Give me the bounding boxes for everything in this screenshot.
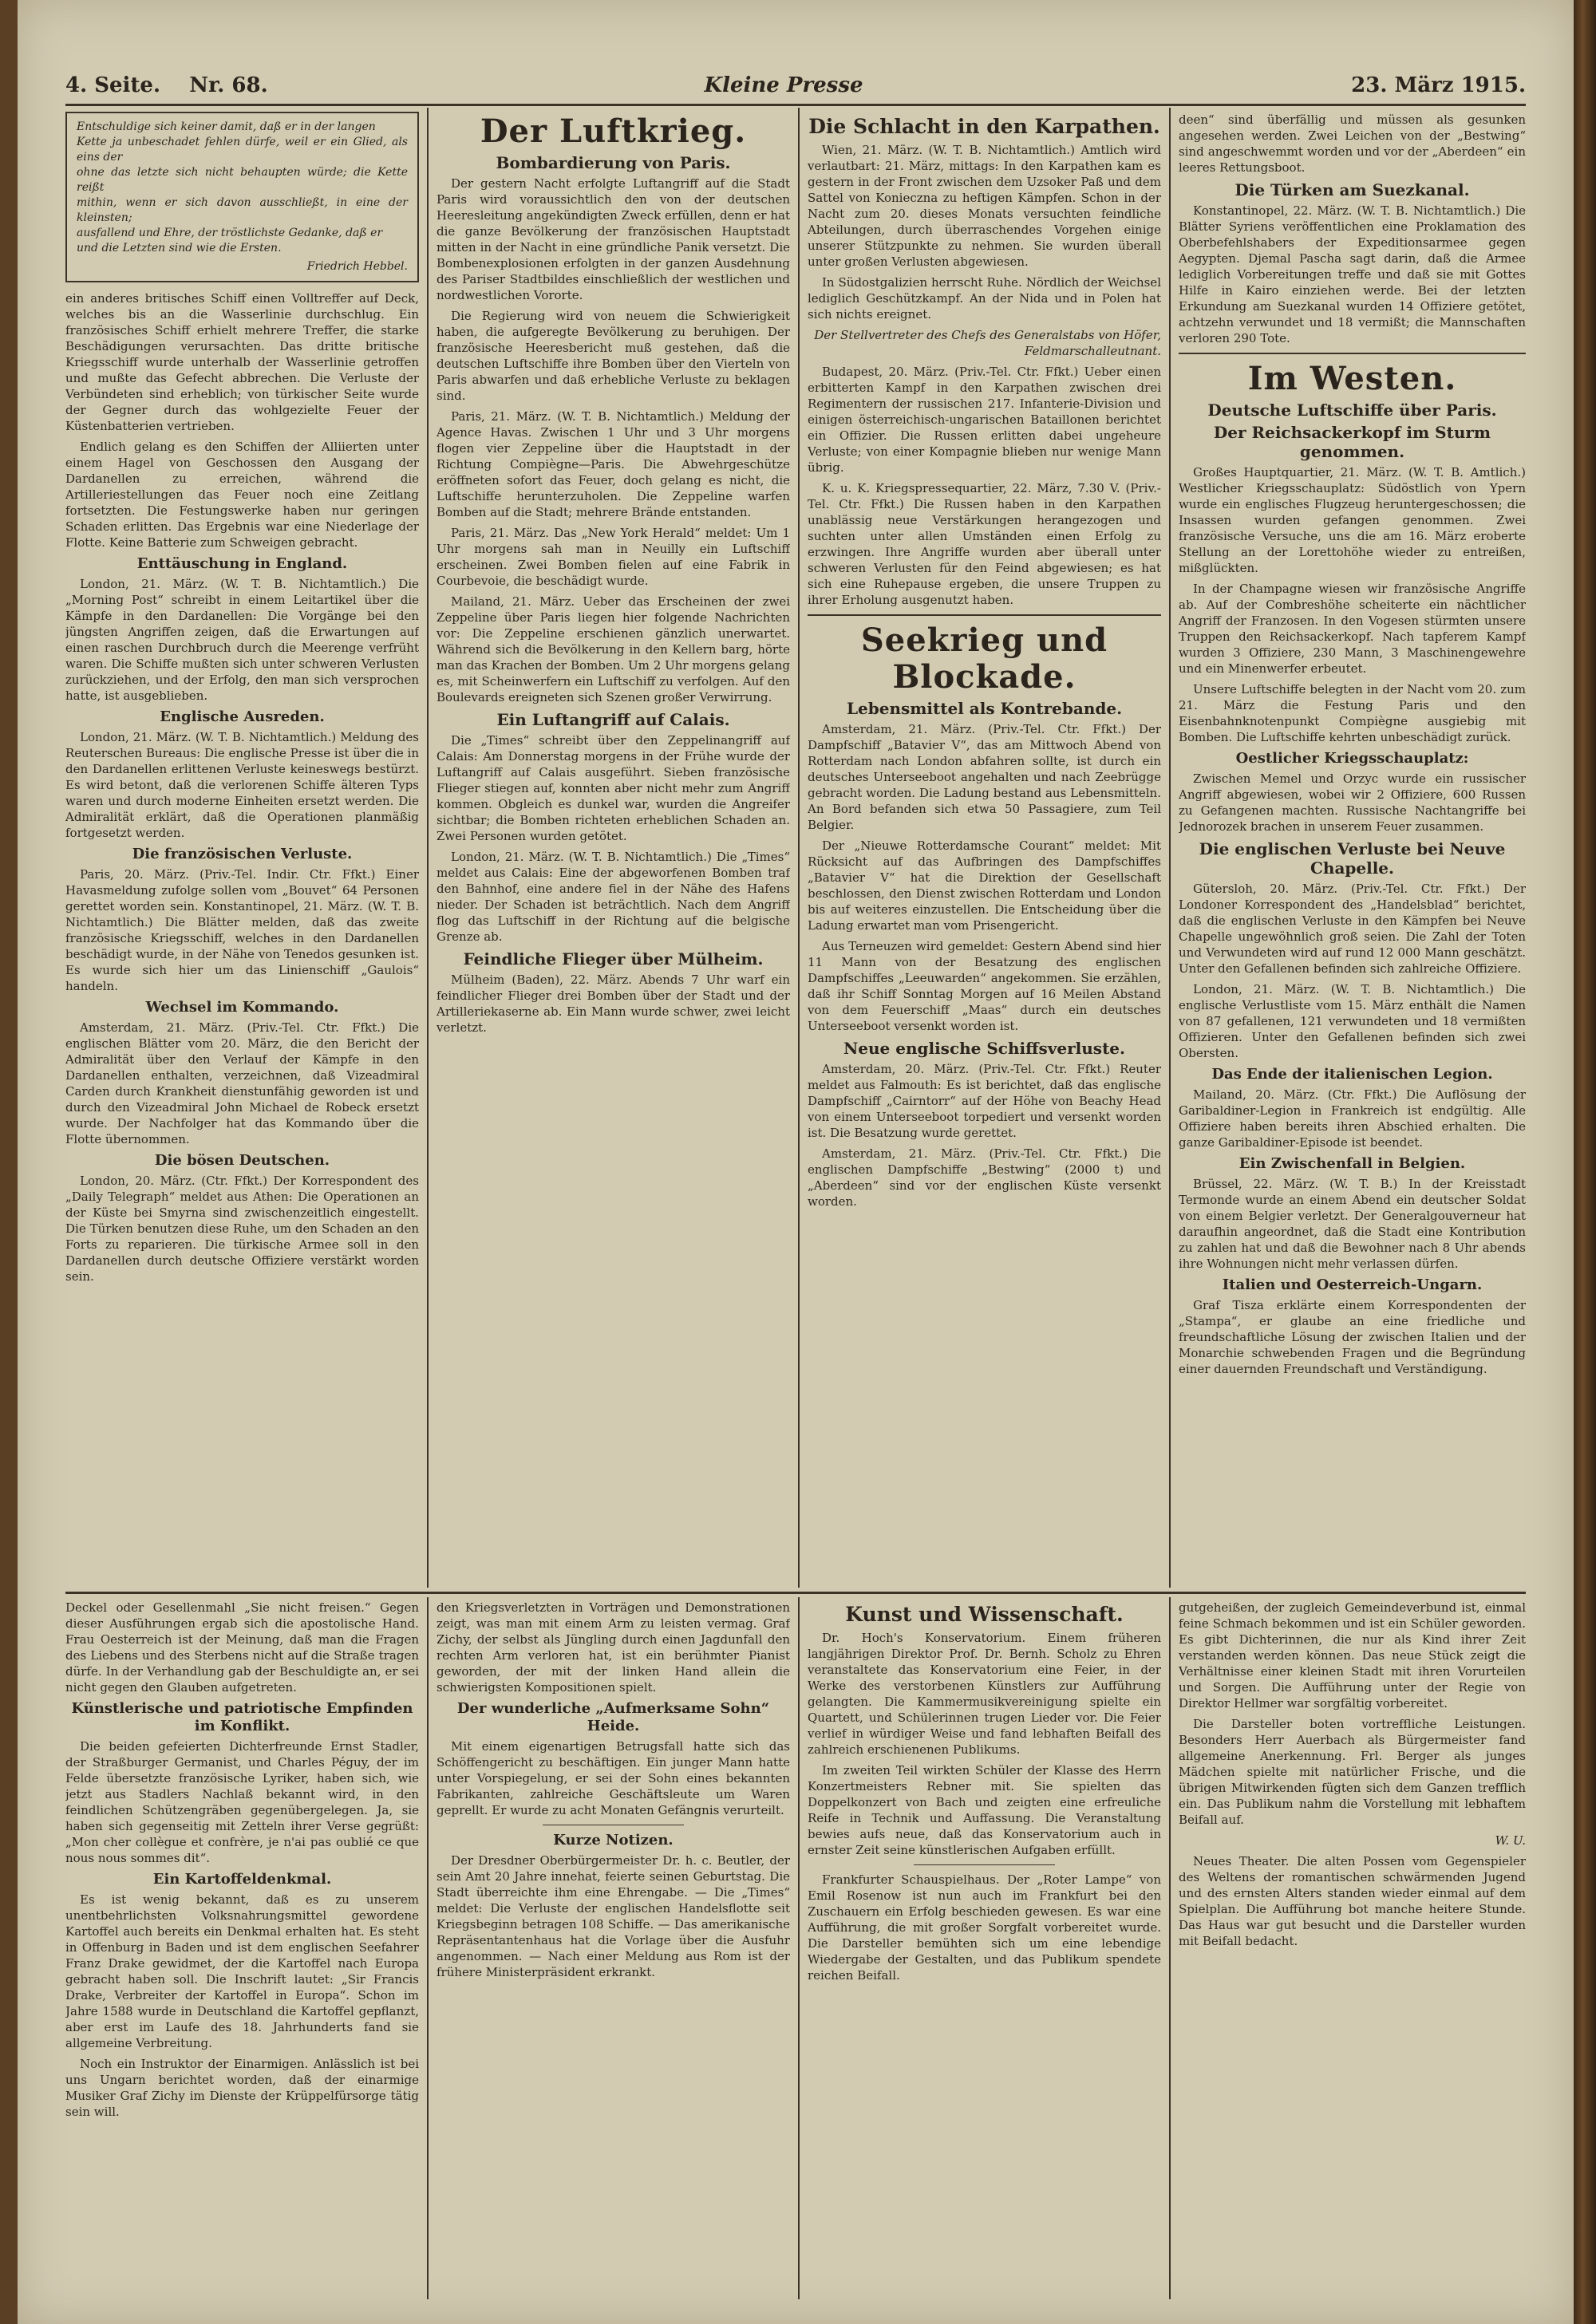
article-paragraph: Konstantinopel, 22. März. (W. T. B. Nichtamtlich.) Die Blätter Syriens veröffentlichen eine Proklamation des Oberbefehlshabers der Expeditionsarmee gegen Aegypten. Djemal Pascha sagt darin, daß die Armee lediglich Vorbereitungen treffe und daß sie mit Gottes Hilfe in Kairo einziehen werde. Bei der letzten Erkundung am Suezkanal wurden 14 Offiziere getötet, achtzehn verwundet und 18 vermißt; die Mannschaften verloren 290 Tote. [1179,203,1526,345]
article-paragraph: Großes Hauptquartier, 21. März. (W. T. B. Amtlich.) Westlicher Kriegsschauplatz: Südöstlich von Ypern wurde ein englisches Flugzeug heruntergeschossen; die Insassen wurden gefangen genommen. Zwei französische Versuche, uns die am 16. März eroberte Stellung an der Lorettohöhe wieder zu entreißen, mißglückten. [1179,465,1526,575]
feuilleton-column-3 [808,1600,1161,2298]
article-paragraph: Brüssel, 22. März. (W. T. B.) In der Kreisstadt Termonde wurde an einem Abend ein deutscher Soldat von einem Belgier verletzt. Der Generalgouverneur hat daraufhin angeordnet, daß die Stadt eine Kontribution zu zahlen hat und daß die Bewohner nach 8 Uhr abends ihre Wohnungen nicht mehr verlassen dürfen. [1179,1177,1526,1271]
page-number-label [65,73,268,97]
article-paragraph: Amsterdam, 20. März. (Priv.-Tel. Ctr. Ffkt.) Reuter meldet aus Falmouth: Es ist berichtet, daß das englische Dampfschiff „Cairntorr“ auf der Höhe von Beachy Head von einem Unterseeboot torpediert und versenkt worden ist. Die Besatzung wurde gerettet. [808,1062,1161,1140]
article-heading: Ein Luftangriff auf Calais. [496,710,730,729]
article-heading: Das Ende der italienischen Legion. [1211,1066,1493,1083]
article-paragraph: Paris, 21. März. Das „New York Herald“ meldet: Um 1 Uhr morgens sah man in Neuilly ein Luftschiff erscheinen. Zwei Bomben fielen auf eine Fabrik in Courbevoie, die beschädigt wurde. [437,526,790,588]
article-paragraph: Paris, 21. März. (W. T. B. Nichtamtlich.) Meldung der Agence Havas. Zwischen 1 Uhr und 3 Uhr morgens flogen vier Zeppeline über die Hauptstadt in der Richtung Compiègne—Paris. Die Abwehrgeschütze eröffneten sofort das Feuer, doch gelang es nicht, die Luftschiffe herunterzuholen. Die Zeppeline warfen Bomben auf die Stadt; mehrere Brände entstanden. [437,409,790,519]
short-separator [914,1864,1055,1865]
article-paragraph: London, 21. März. (W. T. B. Nichtamtlich.) Meldung des Reuterschen Bureaus: Die englische Presse ist über die in den Dardanellen erlittenen Verluste keineswegs bestürzt. Es wird betont, daß die verlorenen Schiffe älteren Typs waren und durch moderne Einheiten ersetzt werden. Die Admiralität erklärt, daß die Operationen planmäßig fortgesetzt werden. [65,730,419,840]
article-paragraph: Amsterdam, 21. März. (Priv.-Tel. Ctr. Ffkt.) Der Dampfschiff „Batavier V“, das am Mittwoch Abend von Rotterdam nach London abfahren sollte, ist durch ein deutsches Unterseeboot angehalten und nach Zeebrügge gebracht worden. Die Ladung bestand aus Lebensmitteln. An Bord befanden sich etwa 50 Passagiere, zum Teil Belgier. [808,722,1161,832]
article-heading: Lebensmittel als Kontrebande. [846,699,1123,718]
page-label: 4. Seite. [65,73,160,97]
article-paragraph: Noch ein Instruktor der Einarmigen. Anlässlich ist bei uns Ungarn berichtet worden, daß der einarmige Musiker Graf Zichy im Dienste der Krüppelfürsorge tätig sein will. [65,2057,419,2119]
article-paragraph: In der Champagne wiesen wir französische Angriffe ab. Auf der Combreshöhe scheiterte ein nächtlicher Angriff der Franzosen. In den Vogesen stürmten unsere Truppen den Reichsackerkopf. Nach tapferem Kampf wurden 3 Offiziere, 230 Mann, 3 Maschinengewehre und ein Minenwerfer erbeutet. [1179,582,1526,676]
poem-line: und die Letzten sind wie die Ersten. [77,242,282,254]
article-heading: Künstlerische und patriotische Empfinden im Konflikt. [71,1700,413,1734]
article-paragraph: Paris, 20. März. (Priv.-Tel. Indir. Ctr. Ffkt.) Einer Havasmeldung zufolge sollen vom „Bouvet“ 64 Personen gerettet worden sein. Konstantinopel, 21. März. (W. T. B. Nichtamtlich.) Die Blätter melden, daß das zweite französische Kriegsschiff, welches in den Dardanellen beschädigt wurde, in der Nähe von Tenedos gesunken ist. Es wurde sich hier um das Linienschiff „Gaulois“ handeln. [65,867,419,993]
feuilleton-column-1 [65,1600,419,2298]
article-paragraph: den Kriegsverletzten in Vorträgen und Demonstrationen zeigt, was man mit einem Arm zu leisten vermag. Graf Zichy, der selbst als Jüngling durch einen Jagdunfall den rechten Arm verloren hat, ist ein berühmter Pianist geworden, der mit der linken Hand allein die schwierigsten Kompositionen spielt. [437,1600,790,1695]
article-heading: Neue englische Schiffsverluste. [843,1039,1125,1058]
column-2 [437,112,790,1588]
poem-line: Entschuldige sich keiner damit, daß er in der langen [77,120,376,133]
section-title-karpathen: Die Schlacht in den Karpathen. [808,115,1160,138]
feuilleton-rule [65,1592,1526,1594]
article-paragraph: London, 21. März. (W. T. B. Nichtamtlich.) Die englische Verlustliste vom 15. März enthält die Namen von 87 gefallenen, 121 verwundeten und 18 vermißten Offizieren. Unter den Gefallenen befinden sich zwei Obersten. [1179,982,1526,1060]
article-heading: Die bösen Deutschen. [154,1152,330,1169]
feuilleton-column-2 [437,1600,790,2298]
article-paragraph: Der gestern Nacht erfolgte Luftangriff auf die Stadt Paris wird voraussichtlich den von der deutschen Heeresleitung angekündigten Zweck erfüllen, denn er hat die ganze Bevölkerung der französischen Hauptstadt mitten in der Nacht in eine gründliche Panik versetzt. Die Bombenexplosionen erfolgten in der ganzen Ausdehnung des Pariser Stadtbildes einschließlich der westlichen und nordwestlichen Vororte. [437,176,790,302]
article-paragraph: Amsterdam, 21. März. (Priv.-Tel. Ctr. Ffkt.) Die englischen Dampfschiffe „Bestwing“ (2000 t) und „Aberdeen“ sind vor der englischen Küste versenkt worden. [808,1146,1161,1209]
column-3 [808,112,1161,1588]
article-paragraph: London, 20. März. (Ctr. Ffkt.) Der Korrespondent des „Daily Telegraph“ meldet aus Athen: Die Operationen an der Küste bei Smyrna sind zwischenzeitlich eingestellt. Die Türken benutzen diese Ruhe, um den Schaden an den Forts zu reparieren. Die türkische Armee soll in den Dardanellen durch deutsche Offiziere verstärkt worden sein. [65,1174,419,1284]
article-paragraph: Wien, 21. März. (W. T. B. Nichtamtlich.) Amtlich wird verlautbart: 21. März, mittags: In den Karpathen kam es gestern in der Front zwischen dem Uzsoker Paß und dem Sattel von Konieczna zu heftigen Kämpfen. Schon in der Nacht zum 20. dieses Monats versuchten feindliche Abteilungen, durch überraschendes Vorgehen einige unserer Stützpunkte zu nehmen. Sie wurden überall unter großen Verlusten abgewiesen. [808,143,1161,269]
column-rule-2 [798,108,800,1588]
article-heading: Der wunderliche „Aufmerksame Sohn“ Heide. [456,1700,770,1734]
article-paragraph: Mailand, 21. März. Ueber das Erscheinen der zwei Zeppeline über Paris liegen hier folgende Nachrichten vor: Die Zeppeline erschienen gänzlich unerwartet. Während sich die Bevölkerung in den Kellern barg, hörte man das Krachen der Bomben. Um 2 Uhr morgens gelang es, mit Scheinwerfern ein Luftschiff zu verfolgen. Auf den Boulevards ereigneten sich Szenen großer Verwirrung. [437,594,790,704]
poem-author: Friedrich Hebbel. [306,260,408,273]
poem-line: ausfallend und Ehre, der tröstlichste Gedanke, daß er [77,227,383,239]
article-paragraph: Im zweiten Teil wirkten Schüler der Klasse des Herrn Konzertmeisters Rebner mit. Sie spielten das Doppelkonzert von Bach und zeigten eine erfreuliche Reife in Technik und Auffassung. Die Veranstaltung bewies aufs neue, daß das Konservatorium auch in ernster Zeit seine künstlerischen Aufgaben erfüllt. [808,1763,1161,1857]
article-paragraph: ein anderes britisches Schiff einen Volltreffer auf Deck, welches bis an die Wasserlinie durchschlug. Ein französisches Schiff erhielt mehrere Treffer, die starke Beschädigungen verursachten. Das dritte britische Kriegsschiff wurde unterhalb der Wasserlinie getroffen und mußte das Gefecht abbrechen. Die Verluste der Verbündeten sind erheblich; von türkischer Seite wurde der Gegner durch das wohlgezielte Feuer der Küstenbatterien vertrieben. [65,291,419,433]
column-4 [1179,112,1526,1588]
article-paragraph: Aus Terneuzen wird gemeldet: Gestern Abend sind hier 11 Mann von der Besatzung des englischen Dampfschiffes „Leeuwarden“ angekommen. Sie erzählen, daß ihr Schiff Sonntag Morgen auf 16 Meilen Abstand von dem Feuerschiff „Maas“ durch ein deutsches Unterseeboot versenkt worden ist. [808,939,1161,1033]
article-heading: Die Türken am Suezkanal. [1235,180,1470,199]
feuilleton-column-4 [1179,1600,1526,2298]
author-signature: W. U. [1495,1833,1526,1848]
issue-number: Nr. 68. [189,73,268,97]
article-paragraph: Der Dresdner Oberbürgermeister Dr. h. c. Beutler, der sein Amt 20 Jahre innehat, feierte seinen Geburtstag. Die Stadt überreichte ihm eine Ehrengabe. — Die „Times“ meldet: Die Verluste der englischen Handelsflotte seit Kriegsbeginn betragen 108 Schiffe. — Das amerikanische Repräsentantenhaus hat die Vorlage über die Ausfuhr angenommen. — Nach einer Meldung aus Rom ist der frühere Ministerpräsident erkrankt. [437,1853,790,1979]
article-heading: Deutsche Luftschiffe über Paris. [1207,400,1497,420]
section-title-westen: Im Westen. [1247,360,1457,397]
article-paragraph: Deckel oder Gesellenmahl „Sie nicht freisen.“ Gegen dieser Ausführungen ergab sich die apostolische Hand. Frau Oesterreich ist der Meinung, daß man die Fragen des Liebens und des Sterbens nicht auf die Straße tragen dürfe. In der Verhandlung gab der Beschuldigte an, er sei nicht gegen den Glauben aufgetreten. [65,1600,419,1695]
bottom-rule-2 [798,1597,800,2299]
article-heading: Ein Kartoffeldenkmal. [152,1871,332,1888]
article-heading: Wechsel im Kommando. [145,999,339,1016]
article-paragraph: Budapest, 20. März. (Priv.-Tel. Ctr. Ffkt.) Ueber einen erbitterten Kampf in den Karpathen zwischen drei Regimentern der russischen 217. Infanterie-Division und einigen österreichisch-ungarischen Bataillonen berichtet ein Offizier. Die Russen erlitten dabei ungeheure Verluste; von einer Kompagnie blieben nur wenige Mann übrig. [808,365,1161,475]
article-paragraph: Dr. Hoch's Konservatorium. Einem früheren langjährigen Direktor Prof. Dr. Bernh. Scholz zu Ehren veranstaltete das Konservatorium eine Feier, in der Werke des verstorbenen Künstlers zur Aufführung gelangten. Die Kammermusikvereinigung spielte ein Quartett, und Schülerinnen trugen Lieder vor. Die Feier verlief in würdiger Weise und fand lebhaften Beifall des zahlreich erschienenen Publikums. [808,1631,1161,1757]
article-paragraph: Mailand, 20. März. (Ctr. Ffkt.) Die Auflösung der Garibaldiner-Legion in Frankreich ist endgültig. Alle Offiziere haben bereits ihren Abschied erhalten. Die ganze Garibaldiner-Episode ist beendet. [1179,1087,1526,1150]
article-heading: Die englischen Verluste bei Neuve Chapelle. [1199,839,1506,878]
article-byline: Der Stellvertreter des Chefs des Generalstabs von Höfer, Feldmarschalleutnant. [814,328,1161,358]
article-paragraph: Mit einem eigenartigen Betrugsfall hatte sich das Schöffengericht zu beschäftigen. Ein junger Mann hatte unter Vorspiegelung, er sei der Sohn eines bekannten Fabrikanten, zahlreiche Geschäftsleute um Waren geprellt. Er wurde zu acht Monaten Gefängnis verurteilt. [437,1739,790,1817]
article-paragraph: Die Darsteller boten vortreffliche Leistungen. Besonders Herr Auerbach als Bürgermeister fand allgemeine Anerkennung. Frl. Berger als junges Mädchen spielte mit natürlicher Frische, und die übrigen Mitwirkenden fügten sich dem Ganzen trefflich ein. Das Publikum nahm die Vorstellung mit lebhaftem Beifall auf. [1179,1717,1526,1827]
article-paragraph: Es ist wenig bekannt, daß es zu unserem unentbehrlichsten Volksnahrungsmittel gewordene Kartoffel auch bereits ein Denkmal erhalten hat. Es steht in Offenburg in Baden und ist dem englischen Seefahrer Franz Drake gewidmet, der die Kartoffel nach Europa gebracht haben soll. Die Inschrift lautet: „Sir Francis Drake, Verbreiter der Kartoffel in Europa“. Schon im Jahre 1588 wurde in Deutschland die Kartoffel gepflanzt, aber erst im Laufe des 18. Jahrhunderts fand sie allgemeine Verbreitung. [65,1892,419,2050]
poem-line: Kette ja unbeschadet fehlen dürfe, weil er ein Glied, als eins der [77,136,408,164]
column-1 [65,112,419,1588]
article-paragraph: Zwischen Memel und Orzyc wurde ein russischer Angriff abgewiesen, wobei wir 2 Offiziere, 600 Russen zu Gefangenen machten. Russische Nachtangriffe bei Jednorozek brachen in unserem Feuer zusammen. [1179,771,1526,834]
article-paragraph: K. u. K. Kriegspressequartier, 22. März, 7.30 V. (Priv.-Tel. Ctr. Ffkt.) Die Russen haben in den Karpathen unablässig neue Verstärkungen herangezogen und suchten unter allen Umständen einen Erfolg zu erzwingen. Ihre Angriffe wurden aber überall unter schweren Verlusten für den Feind abgewiesen; es hat sich eine Ruhepause ergeben, die unsere Truppen zu ihrer Erholung ausgenutzt haben. [808,481,1161,607]
poem-line: mithin, wenn er sich davon ausschließt, in eine der kleinsten; [77,196,408,224]
page-header [65,67,1526,102]
article-paragraph: Graf Tisza erklärte einem Korrespondenten der „Stampa“, er glaube an eine friedliche und freundschaftliche Lösung der zwischen Italien und der Monarchie schwebenden Fragen und die Begründung einer dauernden Freundschaft und Verständigung. [1179,1298,1526,1376]
issue-date: 23. März 1915. [1351,73,1526,97]
column-rule-3 [1169,108,1171,1588]
article-heading: Feindliche Flieger über Mülheim. [463,949,764,969]
article-heading: Englische Ausreden. [160,708,325,725]
poem-box [65,112,419,282]
poem-line: ohne das letzte sich nicht behaupten würde; die Kette reißt [77,166,408,194]
article-heading: Italien und Oesterreich-Ungarn. [1222,1276,1483,1293]
article-paragraph: Unsere Luftschiffe belegten in der Nacht vom 20. zum 21. März die Festung Paris und den Eisenbahnknotenpunkt Compiègne ausgiebig mit Bomben. Die Luftschiffe kehrten unbeschädigt zurück. [1179,682,1526,744]
section-title-luftkrieg: Der Luftkrieg. [480,112,747,150]
section-title-kunst: Kunst und Wissenschaft. [845,1603,1124,1626]
newspaper-page [18,0,1574,2324]
article-paragraph: In Südostgalizien herrscht Ruhe. Nördlich der Weichsel lediglich Geschützkampf. An der Nida und in Polen hat sich nichts ereignet. [808,275,1161,322]
bottom-rule-3 [1169,1597,1171,2299]
article-heading: Bombardierung von Paris. [496,153,731,172]
article-paragraph: Die Regierung wird von neuem die Schwierigkeit haben, die aufgeregte Bevölkerung zu beruhigen. Der französische Heeresbericht muß gestehen, daß die deutschen Luftschiffe ihre Bomben über den Vierteln von Paris abwarfen und daß erhebliche Verluste zu beklagen sind. [437,309,790,403]
article-subheading: Oestlicher Kriegsschauplatz: [1235,750,1469,767]
column-rule-1 [427,108,429,1588]
article-paragraph: gutgeheißen, der zugleich Gemeindeverbund ist, einmal feine Schmach bekommen und ist ein Schüler geworden. Es gibt Dichterinnen, die nur als Kind ihrer Zeit verstanden werden können. Das neue Stück zeigt die Verhältnisse einer kleinen Stadt mit ihren Vorurteilen und Sorgen. Die Aufführung unter der Regie von Direktor Hellmer war sorgfältig vorbereitet. [1179,1600,1526,1710]
header-rule [65,104,1526,106]
article-heading: Ein Zwischenfall in Belgien. [1238,1155,1466,1172]
article-heading: Kurze Notizen. [553,1832,674,1849]
article-heading: Enttäuschung in England. [136,555,348,572]
article-paragraph: Mülheim (Baden), 22. März. Abends 7 Uhr warf ein feindlicher Flieger drei Bomben über der Stadt und der Artilleriekaserne ab. Ein Mann wurde schwer, zwei leicht verletzt. [437,973,790,1035]
section-separator [1179,353,1526,354]
article-paragraph: Die „Times“ schreibt über den Zeppelinangriff auf Calais: Am Donnerstag morgens in der Frühe wurde der Luftangriff auf Calais ausgeführt. Sieben französische Flieger stiegen auf, konnten aber nicht mehr zum Angriff kommen. Obgleich es dunkel war, wurden die Angreifer sichtbar; die Bomben richteten erheblichen Schaden an. Zwei Personen wurden getötet. [437,733,790,843]
article-paragraph: deen“ sind überfällig und müssen als gesunken angesehen werden. Zwei Leichen von der „Bestwing“ sind angeschwemmt worden und vor der „Aberdeen“ ein leeres Rettungsboot. [1179,112,1526,175]
section-separator [808,614,1161,616]
article-paragraph: Der „Nieuwe Rotterdamsche Courant“ meldet: Mit Rücksicht auf das Aufbringen des Dampfschiffes „Batavier V“ hat die Direktion der Gesellschaft beschlossen, den Dienst zwischen Rotterdam und London bis auf weiteres einzustellen. Die Entscheidung über die Ladung erwartet man vom Prisengericht. [808,838,1161,933]
article-paragraph: Gütersloh, 20. März. (Priv.-Tel. Ctr. Ffkt.) Der Londoner Korrespondent des „Handelsblad“ berichtet, daß die englischen Verluste in den Kämpfen bei Neuve Chapelle ungewöhnlich groß seien. Die Zahl der Toten und Verwundeten wird auf rund 12 000 Mann geschätzt. Unter den Gefallenen befinden sich zahlreiche Offiziere. [1179,882,1526,976]
section-title-seekrieg: Seekrieg und Blockade. [860,621,1108,696]
article-paragraph: London, 21. März. (W. T. B. Nichtamtlich.) Die „Morning Post“ schreibt in einem Leitartikel über die Kämpfe in den Dardanellen: Die Vorgänge bei den jüngsten Angriffen zeigen, daß die Erwartungen auf einen raschen Durchbruch durch die Meerenge verfrüht waren. Die Schiffe mußten sich unter schweren Verlusten zurückziehen, und der Erfolg, den man sich versprochen hatte, ist ausgeblieben. [65,577,419,703]
bottom-rule-1 [427,1597,429,2299]
article-paragraph: London, 21. März. (W. T. B. Nichtamtlich.) Die „Times“ meldet aus Calais: Eine der abgeworfenen Bomben traf den Bahnhof, eine andere fiel in der Nähe des Hafens nieder. Der Schaden ist beträchtlich. Nach dem Angriff flog das Luftschiff in der Richtung auf die belgische Grenze ab. [437,850,790,944]
article-paragraph: Die beiden gefeierten Dichterfreunde Ernst Stadler, der Straßburger Germanist, und Charles Péguy, der im Felde übersetzte französische Lyriker, haben sich, wie jetzt aus Stadlers Nachlaß bekannt wird, in den feindlichen Schützengräben gegenübergelegen. Ja, sie haben sich gegenseitig mit Zetteln ihrer Verse gegrüßt: „Mon cher collègue et confrère, je n'ai pas oublié ce que nous nous sommes dit“. [65,1739,419,1865]
article-paragraph: Frankfurter Schauspielhaus. Der „Roter Lampe“ von Emil Rosenow ist nun auch im Frankfurt bei den Zuschauern ein Erfolg beschieden gewesen. Es war eine Aufführung, die mit großer Sorgfalt vorbereitet wurde. Die Darsteller bemühten sich um eine lebendige Wiedergabe der Gestalten, und das Publikum spendete reichen Beifall. [808,1872,1161,1983]
article-heading: Der Reichsackerkopf im Sturm genommen. [1213,423,1491,461]
binding-edge [1574,0,1596,2324]
article-heading: Die französischen Verluste. [132,846,353,862]
article-paragraph: Amsterdam, 21. März. (Priv.-Tel. Ctr. Ffkt.) Die englischen Blätter vom 20. März, die den Bericht der Admiralität über den Verlauf der Kämpfe in den Dardanellen enthalten, verzeichnen, daß Vizeadmiral Carden durch Krankheit dienstunfähig geworden ist und durch den Vizeadmiral John Michael de Robeck ersetzt wurde. Der Nachfolger hat das Kommando über die Flotte übernommen. [65,1020,419,1146]
article-paragraph: Endlich gelang es den Schiffen der Alliierten unter einem Hagel von Geschossen den Ausgang der Dardanellen zu erreichen, während die Artilleriestellungen das Feuer noch eine Zeitlang fortsetzten. Die Festungswerke haben nur geringen Schaden erlitten. Das Ergebnis war eine Niederlage der Flotte. Keine Batterie zum Schweigen gebracht. [65,440,419,550]
article-paragraph: Neues Theater. Die alten Possen vom Gegenspieler des Weltens der romantischen schwärmenden Jugend und des ernsten Alters standen wieder einmal auf dem Spielplan. Die Aufführung bot manche heitere Stunde. Das Haus war gut besucht und die Darsteller wurden mit Beifall bedacht. [1179,1854,1526,1948]
masthead: Kleine Presse [704,73,863,97]
